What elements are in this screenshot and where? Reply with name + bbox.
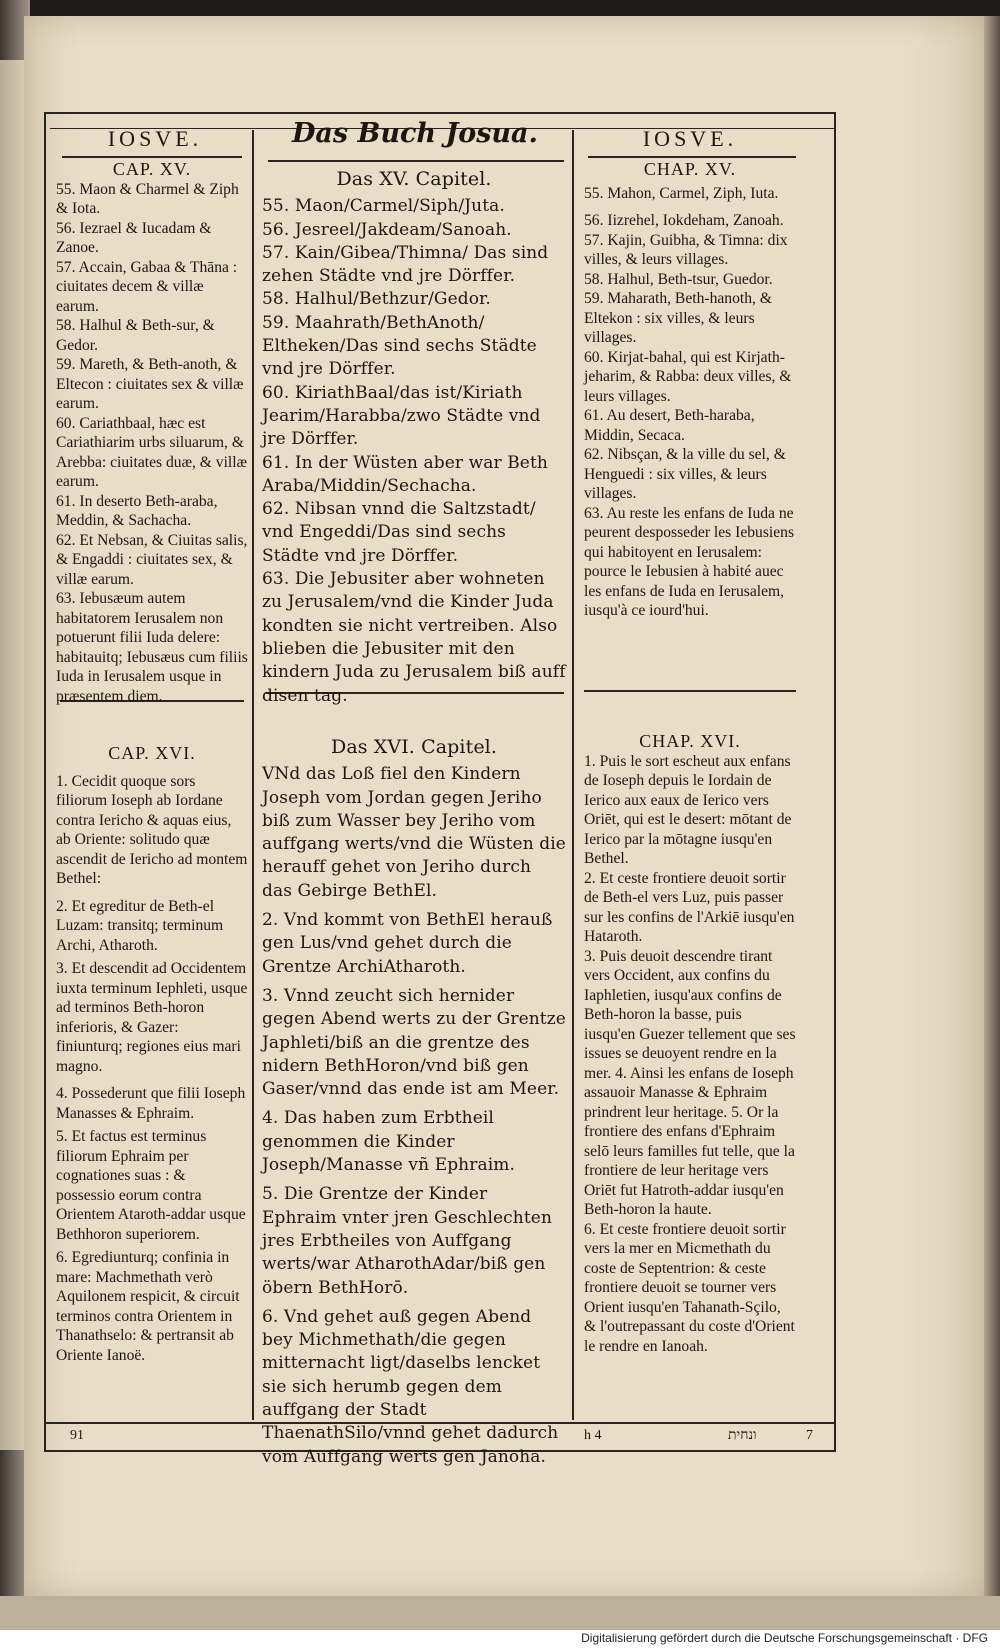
german-ch15-rule: [268, 160, 564, 162]
german-verse: 61. In der Wüsten aber war Beth Araba/Middin/Sechacha.: [262, 452, 548, 496]
german-verse: 56. Jesreel/Jakdeam/Sanoah.: [262, 219, 512, 240]
french-verse: 60. Kirjat-bahal, qui est Kirjath-jeharim, & Rabba: deux villes, & leurs villages.: [584, 348, 792, 405]
german-column: [262, 166, 566, 708]
latin-verse: 6. Egrediunturq; confinia in mare: Machmethath verò Aquilonem respicit, & circuit terminos contra Orientem in Thanathselo: & pertransit ab Oriente Ianoë.: [56, 1249, 240, 1364]
digitization-credit: Digitalisierung gefördert durch die Deutsche Forschungsgemeinschaft · DFG: [581, 1631, 988, 1645]
french-verse: 57. Kajin, Guibha, & Timna: dix villes, & leurs villages.: [584, 231, 788, 268]
french-chapter-15-heading: CHAP. XV.: [643, 159, 737, 179]
german-verse: 60. KiriathBaal/das ist/Kiriath Jearim/Harabba/zwo Städte vnd jre Dörffer.: [262, 382, 541, 450]
latin-verse: 60. Cariathbaal, hæc est Cariathiarim urbs siluarum, & Arebba: ciuitates duæ, & villæ earum.: [56, 414, 247, 490]
latin-chapter-15-heading: CAP. XV.: [112, 159, 192, 179]
french-verse: 55. Mahon, Carmel, Ziph, Iuta.: [584, 184, 779, 202]
german-verse: 6. Vnd gehet auß gegen Abend bey Michmethath/die gegen mitternacht ligt/daselbs lencket sie sich herumb gegen dem auffgang der Stadt ThaenathSilo/vnnd gehet dadurch vom Auffgang werts gen Janoha.: [262, 1306, 559, 1467]
french-verse: 6. Et ceste frontiere deuoit sortir vers la mer en Micmethath du coste de Septentrion: & ceste frontiere deuoit se tourner vers Orient iusqu'en Tahanath-Sçilo, & l'outrepassant du coste d'Orient le rendre en Ianoah.: [584, 1220, 795, 1355]
latin-ch15-rule: [62, 156, 242, 158]
latin-verse: 63. Iebusæum autem habitatorem Ierusalem non potuerunt filii Iuda delere: habitauitq; Iebusæus cum filiis Iuda in Ierusalem usque in præsentem diem.: [56, 590, 248, 705]
latin-verse: 61. In deserto Beth-araba, Meddin, & Sachacha.: [56, 492, 218, 529]
column-rule-right: [572, 130, 574, 1420]
french-ch16-rule: [584, 690, 796, 692]
german-verse: 5. Die Grentze der Kinder Ephraim vnter jren Geschlechten jres Erbtheiles von Auffgang werts/war AtharothAdar/biß gen öbern BethHorō.: [262, 1184, 552, 1298]
german-verse: 58. Halhul/Bethzur/Gedor.: [262, 289, 491, 310]
latin-verse: 59. Mareth, & Beth-anoth, & Eltecon : ciuitates sex & villæ earum.: [56, 356, 244, 412]
german-verse: 62. Nibsan vnnd die Saltzstadt/ vnd Engeddi/Das sind sechs Städte vnd jre Dörffer.: [262, 499, 536, 566]
german-chapter-16-heading: Das XVI. Capitel.: [331, 736, 497, 758]
french-verse: 2. Et ceste frontiere deuoit sortir de Beth-el vers Luz, puis passer sur les confins de l'Arkiē iusqu'en Hataroth.: [584, 869, 795, 945]
latin-column: [56, 160, 248, 706]
latin-verse: 57. Accain, Gabaa & Thāna : ciuitates decem & villæ earum.: [56, 258, 238, 315]
facing-page-edge: [0, 60, 27, 1450]
french-ch15-rule: [588, 156, 796, 158]
latin-verse: 4. Possederunt que filii Ioseph Manasses & Ephraim.: [56, 1085, 246, 1122]
latin-verse: 55. Maon & Charmel & Ziph & Iota.: [56, 180, 239, 217]
latin-verse: 5. Et factus est terminus filiorum Ephraim per cognationes suas : & possessio eorum contra Orientem Ataroth-addar usque Bethhoron superiorem.: [56, 1128, 246, 1243]
page-number-left: 91: [70, 1428, 84, 1443]
french-column: [584, 160, 796, 621]
column-rule-left: [252, 130, 254, 1420]
running-head-french: IOSVE.: [642, 126, 738, 151]
french-verse: 56. Iizrehel, Iokdeham, Zanoah.: [584, 212, 784, 229]
latin-chapter-16-heading: CAP. XVI.: [108, 743, 196, 763]
page-right-shadow: [984, 16, 1000, 1596]
german-verse: 63. Die Jebusiter aber wohneten zu Jerusalem/vnd die Kinder Juda kondten sie nicht vertreiben. Also blieben die Jebusiter mit den kindern Juda zu Jerusalem biß auff disen tag.: [262, 569, 566, 706]
latin-verse: 62. Et Nebsan, & Ciuitas salis, & Engaddi : ciuitates sex, & villæ earum.: [56, 531, 248, 588]
french-verse: 1. Puis le sort escheut aux enfans de Ioseph depuis le Iordain de Ierico aux eaux de Ierico vers Oriēt, qui est le desert: mōtant de Ierico par la mōtagne iusqu'en Bethel.: [584, 752, 792, 867]
french-verse: 62. Nibsçan, & la ville du sel, & Henguedi : six villes, & leurs villages.: [584, 446, 786, 502]
running-head-german: Das Buch Josua.: [292, 118, 538, 149]
book-bottom-edge: [0, 1596, 1000, 1630]
french-column-ch16: [584, 732, 796, 1356]
german-column-ch16: [262, 734, 566, 1469]
hebrew-catchword: ונחית: [728, 1428, 757, 1443]
signature-mark: h 4: [584, 1428, 602, 1443]
german-chapter-15-heading: Das XV. Capitel.: [336, 168, 492, 190]
latin-verse: 3. Et descendit ad Occidentem iuxta terminum Iephleti, usque ad terminos Beth-horon inferioris, & Gazer: finiunturq; regiones eius mari magno.: [56, 960, 248, 1075]
latin-verse: 2. Et egreditur de Beth-el Luzam: transitq; terminum Archi, Atharoth.: [56, 897, 224, 954]
german-verse: VNd das Loß fiel den Kindern Joseph vom Jordan gegen Jeriho biß zum Wasser bey Jeriho vom auffgang werts/vnd die Wüsten die herauff gehet von Jeriho durch das Gebirge BethEl.: [262, 764, 566, 901]
german-verse: 59. Maahrath/BethAnoth/ Eltheken/Das sind sechs Städte vnd jre Dörffer.: [262, 312, 537, 380]
page-number-right: 7: [806, 1428, 813, 1443]
french-verse: 3. Puis deuoit descendre tirant vers Occident, aux confins du Iaphletien, iusqu'aux confins de Beth-horon la basse, puis iusqu'en Guezer tellement que ses issues se deuoyent rendre en la mer. 4. Ainsi les enfans de Ioseph assauoir Manasse & Ephraim prindrent leur heritage. 5. Or la frontiere des enfans d'Ephraim selō leurs familles fut telle, que la frontiere de leur heritage vers Oriēt fut Hatroth-addar iusqu'en Beth-horon la haute.: [584, 947, 796, 1218]
french-chapter-16-heading: CHAP. XVI.: [639, 731, 741, 751]
german-verse: 3. Vnnd zeucht sich hernider gegen Abend werts zu der Grentze Japhleti/biß an die grentze des nidern BethHoron/vnd biß gen Gaser/vnnd das ende ist am Meer.: [262, 985, 566, 1100]
french-verse: 63. Au reste les enfans de Iuda ne peurent desposseder les Iebusiens qui habitoyent en Ierusalem: pource le Iebusien à habité auec les enfans de Iuda en Ierusalem, iusqu'à ce iourd'hui.: [584, 504, 795, 619]
latin-verse: 58. Halhul & Beth-sur, & Gedor.: [56, 317, 215, 354]
german-verse: 4. Das haben zum Erbtheil genommen die Kinder Joseph/Manasse vñ Ephraim.: [262, 1108, 515, 1176]
running-head-latin: IOSVE.: [107, 126, 203, 151]
german-verse: 2. Vnd kommt von BethEl herauß gen Lus/vnd gehet durch die Grentze ArchiAtharoth.: [262, 910, 553, 977]
german-verse: 55. Maon/Carmel/Siph/Juta.: [262, 196, 505, 217]
french-verse: 61. Au desert, Beth-haraba, Middin, Secaca.: [584, 407, 755, 444]
latin-verse: 1. Cecidit quoque sors filiorum Ioseph ab Iordane contra Iericho & aquas eius, ab Oriente: solitudo quæ ascendit de Iericho ad montem Bethel:: [56, 772, 248, 887]
french-verse: 58. Halhul, Beth-tsur, Guedor. 59. Maharath, Beth-hanoth, & Eltekon : six villes, & leurs villages.: [584, 270, 773, 346]
latin-column-ch16: [56, 744, 248, 1365]
german-verse: 57. Kain/Gibea/Thimna/ Das sind zehen Städte vnd jre Dörffer.: [262, 242, 549, 287]
latin-verse: 56. Iezrael & Iucadam & Zanoe.: [56, 219, 212, 256]
